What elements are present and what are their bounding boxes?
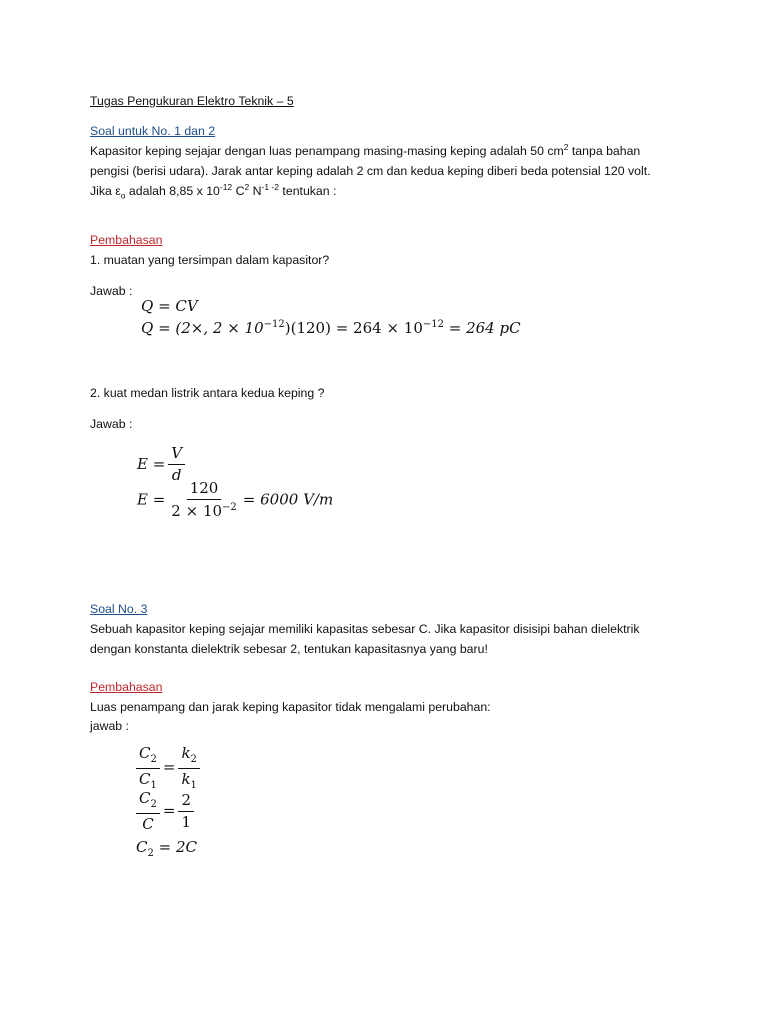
pembahasan1-heading: Pembahasan [90, 233, 163, 247]
jawab-label-2: Jawab : [90, 417, 133, 431]
equation-e-vd: E = $\frac{V}{d}$ [137, 445, 188, 485]
section1-line2: pengisi (berisi udara). Jarak antar keping adalah 2 cm dan kedua keping diberi beda potensial 120 volt. [90, 164, 651, 178]
question-2: 2. kuat medan listrik antara kedua keping ? [90, 386, 325, 400]
section1-line3: Jika $\varepsilon_o$ adalah 8,85 x $10^{-12}$ $C^2$ $N^{-1 -2}$ tentukan : [90, 182, 337, 201]
equation-q-value: Q = (2×, $2 \times 10^{-12})(120) = 264 \times 10^{-12} = 264$ pC [141, 319, 521, 337]
section1-line1: Kapasitor keping sejajar dengan luas penampang masing-masing keping adalah 50 $cm^2$ tanpa bahan [90, 142, 641, 158]
question-1: 1. muatan yang tersimpan dalam kapasitor? [90, 253, 330, 267]
pembahasan3-line1: Luas penampang dan jarak keping kapasitor tidak mengalami perubahan: [90, 700, 491, 714]
jawab-label-3: jawab : [90, 719, 129, 733]
pembahasan3-heading: Pembahasan [90, 680, 163, 694]
jawab-label-1: Jawab : [90, 284, 133, 298]
equation-c-ratio-value: $\frac{C_2}{C}$ = $\frac{2}{1}$ [133, 790, 197, 833]
page-title: Tugas Pengukuran Elektro Teknik – 5 [90, 94, 294, 108]
section3-heading: Soal No. 3 [90, 602, 148, 616]
section3-line2: dengan konstanta dielektrik sebesar 2, tentukan kapasitasnya yang baru! [90, 642, 488, 656]
equation-c2-result: $C_2 = 2C$ [136, 838, 197, 859]
equation-c-ratio-k: $\frac{C_2}{C_1}$ = $\frac{k_2}{k_1}$ [133, 745, 203, 791]
equation-e-value: E = $\frac{120}{2 \times 10^{-2}}$ = 6000 V/m [137, 479, 334, 521]
section3-line1: Sebuah kapasitor keping sejajar memiliki kapasitas sebesar C. Jika kapasitor disisipi bahan dielektrik [90, 622, 640, 636]
section1-heading: Soal untuk No. 1 dan 2 [90, 124, 216, 138]
equation-q-cv: Q = CV [141, 297, 198, 315]
